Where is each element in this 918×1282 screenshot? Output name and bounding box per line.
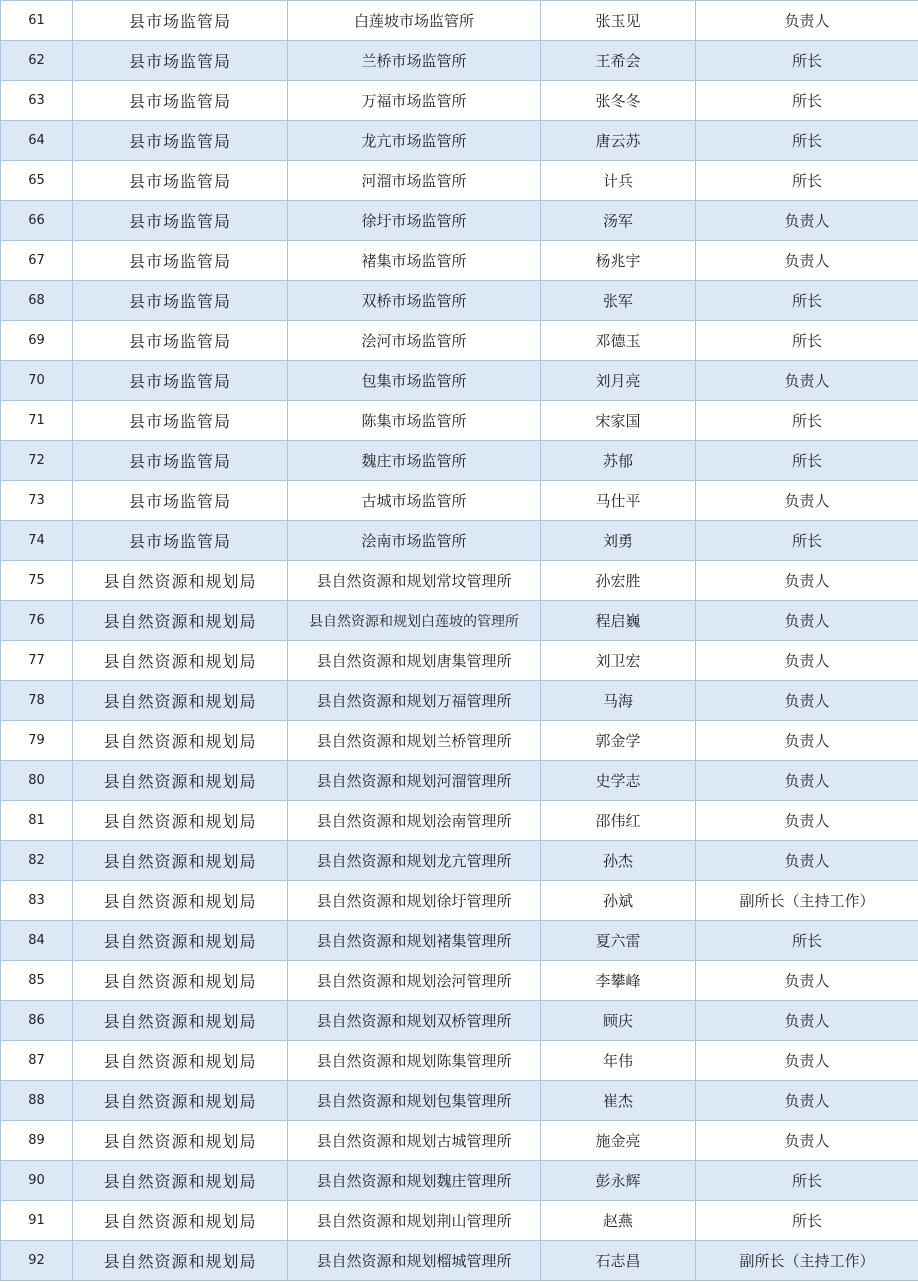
unit-cell: 县自然资源和规划徐圩管理所 bbox=[288, 881, 541, 921]
job-title-cell: 所长 bbox=[696, 441, 918, 481]
table-body bbox=[1, 1, 918, 1281]
table-row bbox=[1, 361, 918, 401]
unit-cell: 兰桥市场监管所 bbox=[288, 41, 541, 81]
department-cell: 县市场监管局 bbox=[73, 241, 288, 281]
row-number-cell: 61 bbox=[1, 1, 73, 41]
department-cell: 县自然资源和规划局 bbox=[73, 561, 288, 601]
job-title-cell: 负责人 bbox=[696, 601, 918, 641]
person-name-cell: 石志昌 bbox=[541, 1241, 696, 1281]
row-number-cell: 63 bbox=[1, 81, 73, 121]
person-name-cell: 程启巍 bbox=[541, 601, 696, 641]
department-cell: 县自然资源和规划局 bbox=[73, 801, 288, 841]
row-number-cell: 74 bbox=[1, 521, 73, 561]
unit-cell: 魏庄市场监管所 bbox=[288, 441, 541, 481]
table-row bbox=[1, 1041, 918, 1081]
table-row bbox=[1, 1001, 918, 1041]
person-name-cell: 刘月亮 bbox=[541, 361, 696, 401]
department-cell: 县市场监管局 bbox=[73, 441, 288, 481]
person-name-cell: 邵伟红 bbox=[541, 801, 696, 841]
job-title-cell: 负责人 bbox=[696, 1001, 918, 1041]
row-number-cell: 66 bbox=[1, 201, 73, 241]
person-name-cell: 李攀峰 bbox=[541, 961, 696, 1001]
department-cell: 县自然资源和规划局 bbox=[73, 721, 288, 761]
unit-cell: 万福市场监管所 bbox=[288, 81, 541, 121]
department-cell: 县市场监管局 bbox=[73, 201, 288, 241]
row-number-cell: 77 bbox=[1, 641, 73, 681]
person-name-cell: 宋家国 bbox=[541, 401, 696, 441]
table-row bbox=[1, 281, 918, 321]
table-row bbox=[1, 601, 918, 641]
row-number-cell: 92 bbox=[1, 1241, 73, 1281]
unit-cell: 县自然资源和规划荆山管理所 bbox=[288, 1201, 541, 1241]
job-title-cell: 所长 bbox=[696, 921, 918, 961]
row-number-cell: 67 bbox=[1, 241, 73, 281]
table-row bbox=[1, 1, 918, 41]
job-title-cell: 所长 bbox=[696, 41, 918, 81]
person-name-cell: 彭永辉 bbox=[541, 1161, 696, 1201]
row-number-cell: 62 bbox=[1, 41, 73, 81]
row-number-cell: 88 bbox=[1, 1081, 73, 1121]
job-title-cell: 负责人 bbox=[696, 1, 918, 41]
table-row bbox=[1, 1121, 918, 1161]
unit-cell: 县自然资源和规划陈集管理所 bbox=[288, 1041, 541, 1081]
person-name-cell: 史学志 bbox=[541, 761, 696, 801]
table-row bbox=[1, 481, 918, 521]
person-name-cell: 邓德玉 bbox=[541, 321, 696, 361]
person-name-cell: 汤军 bbox=[541, 201, 696, 241]
person-name-cell: 孙杰 bbox=[541, 841, 696, 881]
table-row bbox=[1, 1081, 918, 1121]
unit-cell: 县自然资源和规划龙亢管理所 bbox=[288, 841, 541, 881]
row-number-cell: 86 bbox=[1, 1001, 73, 1041]
job-title-cell: 负责人 bbox=[696, 361, 918, 401]
table-row bbox=[1, 1161, 918, 1201]
job-title-cell: 负责人 bbox=[696, 801, 918, 841]
department-cell: 县市场监管局 bbox=[73, 121, 288, 161]
job-title-cell: 所长 bbox=[696, 521, 918, 561]
row-number-cell: 91 bbox=[1, 1201, 73, 1241]
person-name-cell: 张冬冬 bbox=[541, 81, 696, 121]
table-row bbox=[1, 841, 918, 881]
unit-cell: 白莲坡市场监管所 bbox=[288, 1, 541, 41]
job-title-cell: 副所长（主持工作） bbox=[696, 1241, 918, 1281]
department-cell: 县自然资源和规划局 bbox=[73, 681, 288, 721]
department-cell: 县自然资源和规划局 bbox=[73, 961, 288, 1001]
table-row bbox=[1, 161, 918, 201]
person-name-cell: 杨兆宇 bbox=[541, 241, 696, 281]
department-cell: 县市场监管局 bbox=[73, 401, 288, 441]
job-title-cell: 副所长（主持工作） bbox=[696, 881, 918, 921]
department-cell: 县市场监管局 bbox=[73, 41, 288, 81]
person-name-cell: 刘卫宏 bbox=[541, 641, 696, 681]
table-row bbox=[1, 1241, 918, 1281]
department-cell: 县自然资源和规划局 bbox=[73, 761, 288, 801]
job-title-cell: 所长 bbox=[696, 281, 918, 321]
unit-cell: 县自然资源和规划褚集管理所 bbox=[288, 921, 541, 961]
person-name-cell: 马海 bbox=[541, 681, 696, 721]
job-title-cell: 负责人 bbox=[696, 1121, 918, 1161]
row-number-cell: 83 bbox=[1, 881, 73, 921]
row-number-cell: 73 bbox=[1, 481, 73, 521]
row-number-cell: 65 bbox=[1, 161, 73, 201]
table-row bbox=[1, 1201, 918, 1241]
person-name-cell: 孙宏胜 bbox=[541, 561, 696, 601]
person-name-cell: 刘勇 bbox=[541, 521, 696, 561]
department-cell: 县市场监管局 bbox=[73, 1, 288, 41]
department-cell: 县市场监管局 bbox=[73, 81, 288, 121]
unit-cell: 县自然资源和规划双桥管理所 bbox=[288, 1001, 541, 1041]
unit-cell: 浍南市场监管所 bbox=[288, 521, 541, 561]
table-row bbox=[1, 961, 918, 1001]
unit-cell: 县自然资源和规划榴城管理所 bbox=[288, 1241, 541, 1281]
row-number-cell: 71 bbox=[1, 401, 73, 441]
unit-cell: 县自然资源和规划浍南管理所 bbox=[288, 801, 541, 841]
job-title-cell: 负责人 bbox=[696, 681, 918, 721]
unit-cell: 双桥市场监管所 bbox=[288, 281, 541, 321]
table-row bbox=[1, 641, 918, 681]
person-name-cell: 赵燕 bbox=[541, 1201, 696, 1241]
table-row bbox=[1, 801, 918, 841]
job-title-cell: 负责人 bbox=[696, 201, 918, 241]
unit-cell: 县自然资源和规划浍河管理所 bbox=[288, 961, 541, 1001]
person-name-cell: 张军 bbox=[541, 281, 696, 321]
row-number-cell: 80 bbox=[1, 761, 73, 801]
person-name-cell: 施金亮 bbox=[541, 1121, 696, 1161]
unit-cell: 县自然资源和规划万福管理所 bbox=[288, 681, 541, 721]
table-row bbox=[1, 201, 918, 241]
table-row bbox=[1, 41, 918, 81]
department-cell: 县自然资源和规划局 bbox=[73, 601, 288, 641]
unit-cell: 陈集市场监管所 bbox=[288, 401, 541, 441]
row-number-cell: 85 bbox=[1, 961, 73, 1001]
row-number-cell: 72 bbox=[1, 441, 73, 481]
unit-cell: 县自然资源和规划魏庄管理所 bbox=[288, 1161, 541, 1201]
table-row bbox=[1, 921, 918, 961]
person-name-cell: 崔杰 bbox=[541, 1081, 696, 1121]
department-cell: 县市场监管局 bbox=[73, 481, 288, 521]
job-title-cell: 所长 bbox=[696, 1161, 918, 1201]
unit-cell: 包集市场监管所 bbox=[288, 361, 541, 401]
row-number-cell: 82 bbox=[1, 841, 73, 881]
job-title-cell: 负责人 bbox=[696, 721, 918, 761]
table-row bbox=[1, 521, 918, 561]
unit-cell: 县自然资源和规划河溜管理所 bbox=[288, 761, 541, 801]
person-name-cell: 唐云苏 bbox=[541, 121, 696, 161]
row-number-cell: 68 bbox=[1, 281, 73, 321]
job-title-cell: 负责人 bbox=[696, 761, 918, 801]
table-row bbox=[1, 321, 918, 361]
unit-cell: 浍河市场监管所 bbox=[288, 321, 541, 361]
job-title-cell: 负责人 bbox=[696, 841, 918, 881]
table-row bbox=[1, 881, 918, 921]
person-name-cell: 孙斌 bbox=[541, 881, 696, 921]
department-cell: 县自然资源和规划局 bbox=[73, 641, 288, 681]
row-number-cell: 84 bbox=[1, 921, 73, 961]
person-name-cell: 年伟 bbox=[541, 1041, 696, 1081]
row-number-cell: 81 bbox=[1, 801, 73, 841]
job-title-cell: 所长 bbox=[696, 161, 918, 201]
unit-cell: 县自然资源和规划常坟管理所 bbox=[288, 561, 541, 601]
department-cell: 县市场监管局 bbox=[73, 361, 288, 401]
table-row bbox=[1, 121, 918, 161]
row-number-cell: 69 bbox=[1, 321, 73, 361]
unit-cell: 县自然资源和规划古城管理所 bbox=[288, 1121, 541, 1161]
table-row bbox=[1, 401, 918, 441]
job-title-cell: 负责人 bbox=[696, 561, 918, 601]
unit-cell: 县自然资源和规划包集管理所 bbox=[288, 1081, 541, 1121]
table-row bbox=[1, 441, 918, 481]
row-number-cell: 89 bbox=[1, 1121, 73, 1161]
department-cell: 县自然资源和规划局 bbox=[73, 921, 288, 961]
department-cell: 县市场监管局 bbox=[73, 521, 288, 561]
row-number-cell: 78 bbox=[1, 681, 73, 721]
unit-cell: 河溜市场监管所 bbox=[288, 161, 541, 201]
table-row bbox=[1, 241, 918, 281]
job-title-cell: 负责人 bbox=[696, 961, 918, 1001]
table-row bbox=[1, 561, 918, 601]
department-cell: 县自然资源和规划局 bbox=[73, 1161, 288, 1201]
job-title-cell: 负责人 bbox=[696, 1041, 918, 1081]
job-title-cell: 负责人 bbox=[696, 481, 918, 521]
job-title-cell: 负责人 bbox=[696, 1081, 918, 1121]
unit-cell: 县自然资源和规划白莲坡的管理所 bbox=[288, 601, 541, 641]
department-cell: 县市场监管局 bbox=[73, 321, 288, 361]
job-title-cell: 所长 bbox=[696, 121, 918, 161]
table-row bbox=[1, 721, 918, 761]
job-title-cell: 所长 bbox=[696, 81, 918, 121]
person-name-cell: 王希会 bbox=[541, 41, 696, 81]
unit-cell: 古城市场监管所 bbox=[288, 481, 541, 521]
row-number-cell: 64 bbox=[1, 121, 73, 161]
department-cell: 县自然资源和规划局 bbox=[73, 1201, 288, 1241]
department-cell: 县自然资源和规划局 bbox=[73, 841, 288, 881]
table-row bbox=[1, 81, 918, 121]
department-cell: 县自然资源和规划局 bbox=[73, 1081, 288, 1121]
row-number-cell: 79 bbox=[1, 721, 73, 761]
person-name-cell: 顾庆 bbox=[541, 1001, 696, 1041]
table-row bbox=[1, 761, 918, 801]
person-name-cell: 夏六雷 bbox=[541, 921, 696, 961]
row-number-cell: 87 bbox=[1, 1041, 73, 1081]
unit-cell: 县自然资源和规划兰桥管理所 bbox=[288, 721, 541, 761]
person-name-cell: 张玉见 bbox=[541, 1, 696, 41]
unit-cell: 龙亢市场监管所 bbox=[288, 121, 541, 161]
job-title-cell: 负责人 bbox=[696, 641, 918, 681]
person-name-cell: 郭金学 bbox=[541, 721, 696, 761]
unit-cell: 县自然资源和规划唐集管理所 bbox=[288, 641, 541, 681]
job-title-cell: 所长 bbox=[696, 401, 918, 441]
person-name-cell: 马仕平 bbox=[541, 481, 696, 521]
department-cell: 县市场监管局 bbox=[73, 161, 288, 201]
table-row bbox=[1, 681, 918, 721]
department-cell: 县自然资源和规划局 bbox=[73, 1001, 288, 1041]
department-cell: 县自然资源和规划局 bbox=[73, 1121, 288, 1161]
job-title-cell: 所长 bbox=[696, 1201, 918, 1241]
unit-cell: 徐圩市场监管所 bbox=[288, 201, 541, 241]
person-name-cell: 计兵 bbox=[541, 161, 696, 201]
department-cell: 县自然资源和规划局 bbox=[73, 881, 288, 921]
job-title-cell: 负责人 bbox=[696, 241, 918, 281]
department-cell: 县自然资源和规划局 bbox=[73, 1241, 288, 1281]
unit-cell: 褚集市场监管所 bbox=[288, 241, 541, 281]
person-name-cell: 苏郁 bbox=[541, 441, 696, 481]
department-cell: 县市场监管局 bbox=[73, 281, 288, 321]
row-number-cell: 75 bbox=[1, 561, 73, 601]
job-title-cell: 所长 bbox=[696, 321, 918, 361]
department-cell: 县自然资源和规划局 bbox=[73, 1041, 288, 1081]
row-number-cell: 76 bbox=[1, 601, 73, 641]
row-number-cell: 90 bbox=[1, 1161, 73, 1201]
row-number-cell: 70 bbox=[1, 361, 73, 401]
